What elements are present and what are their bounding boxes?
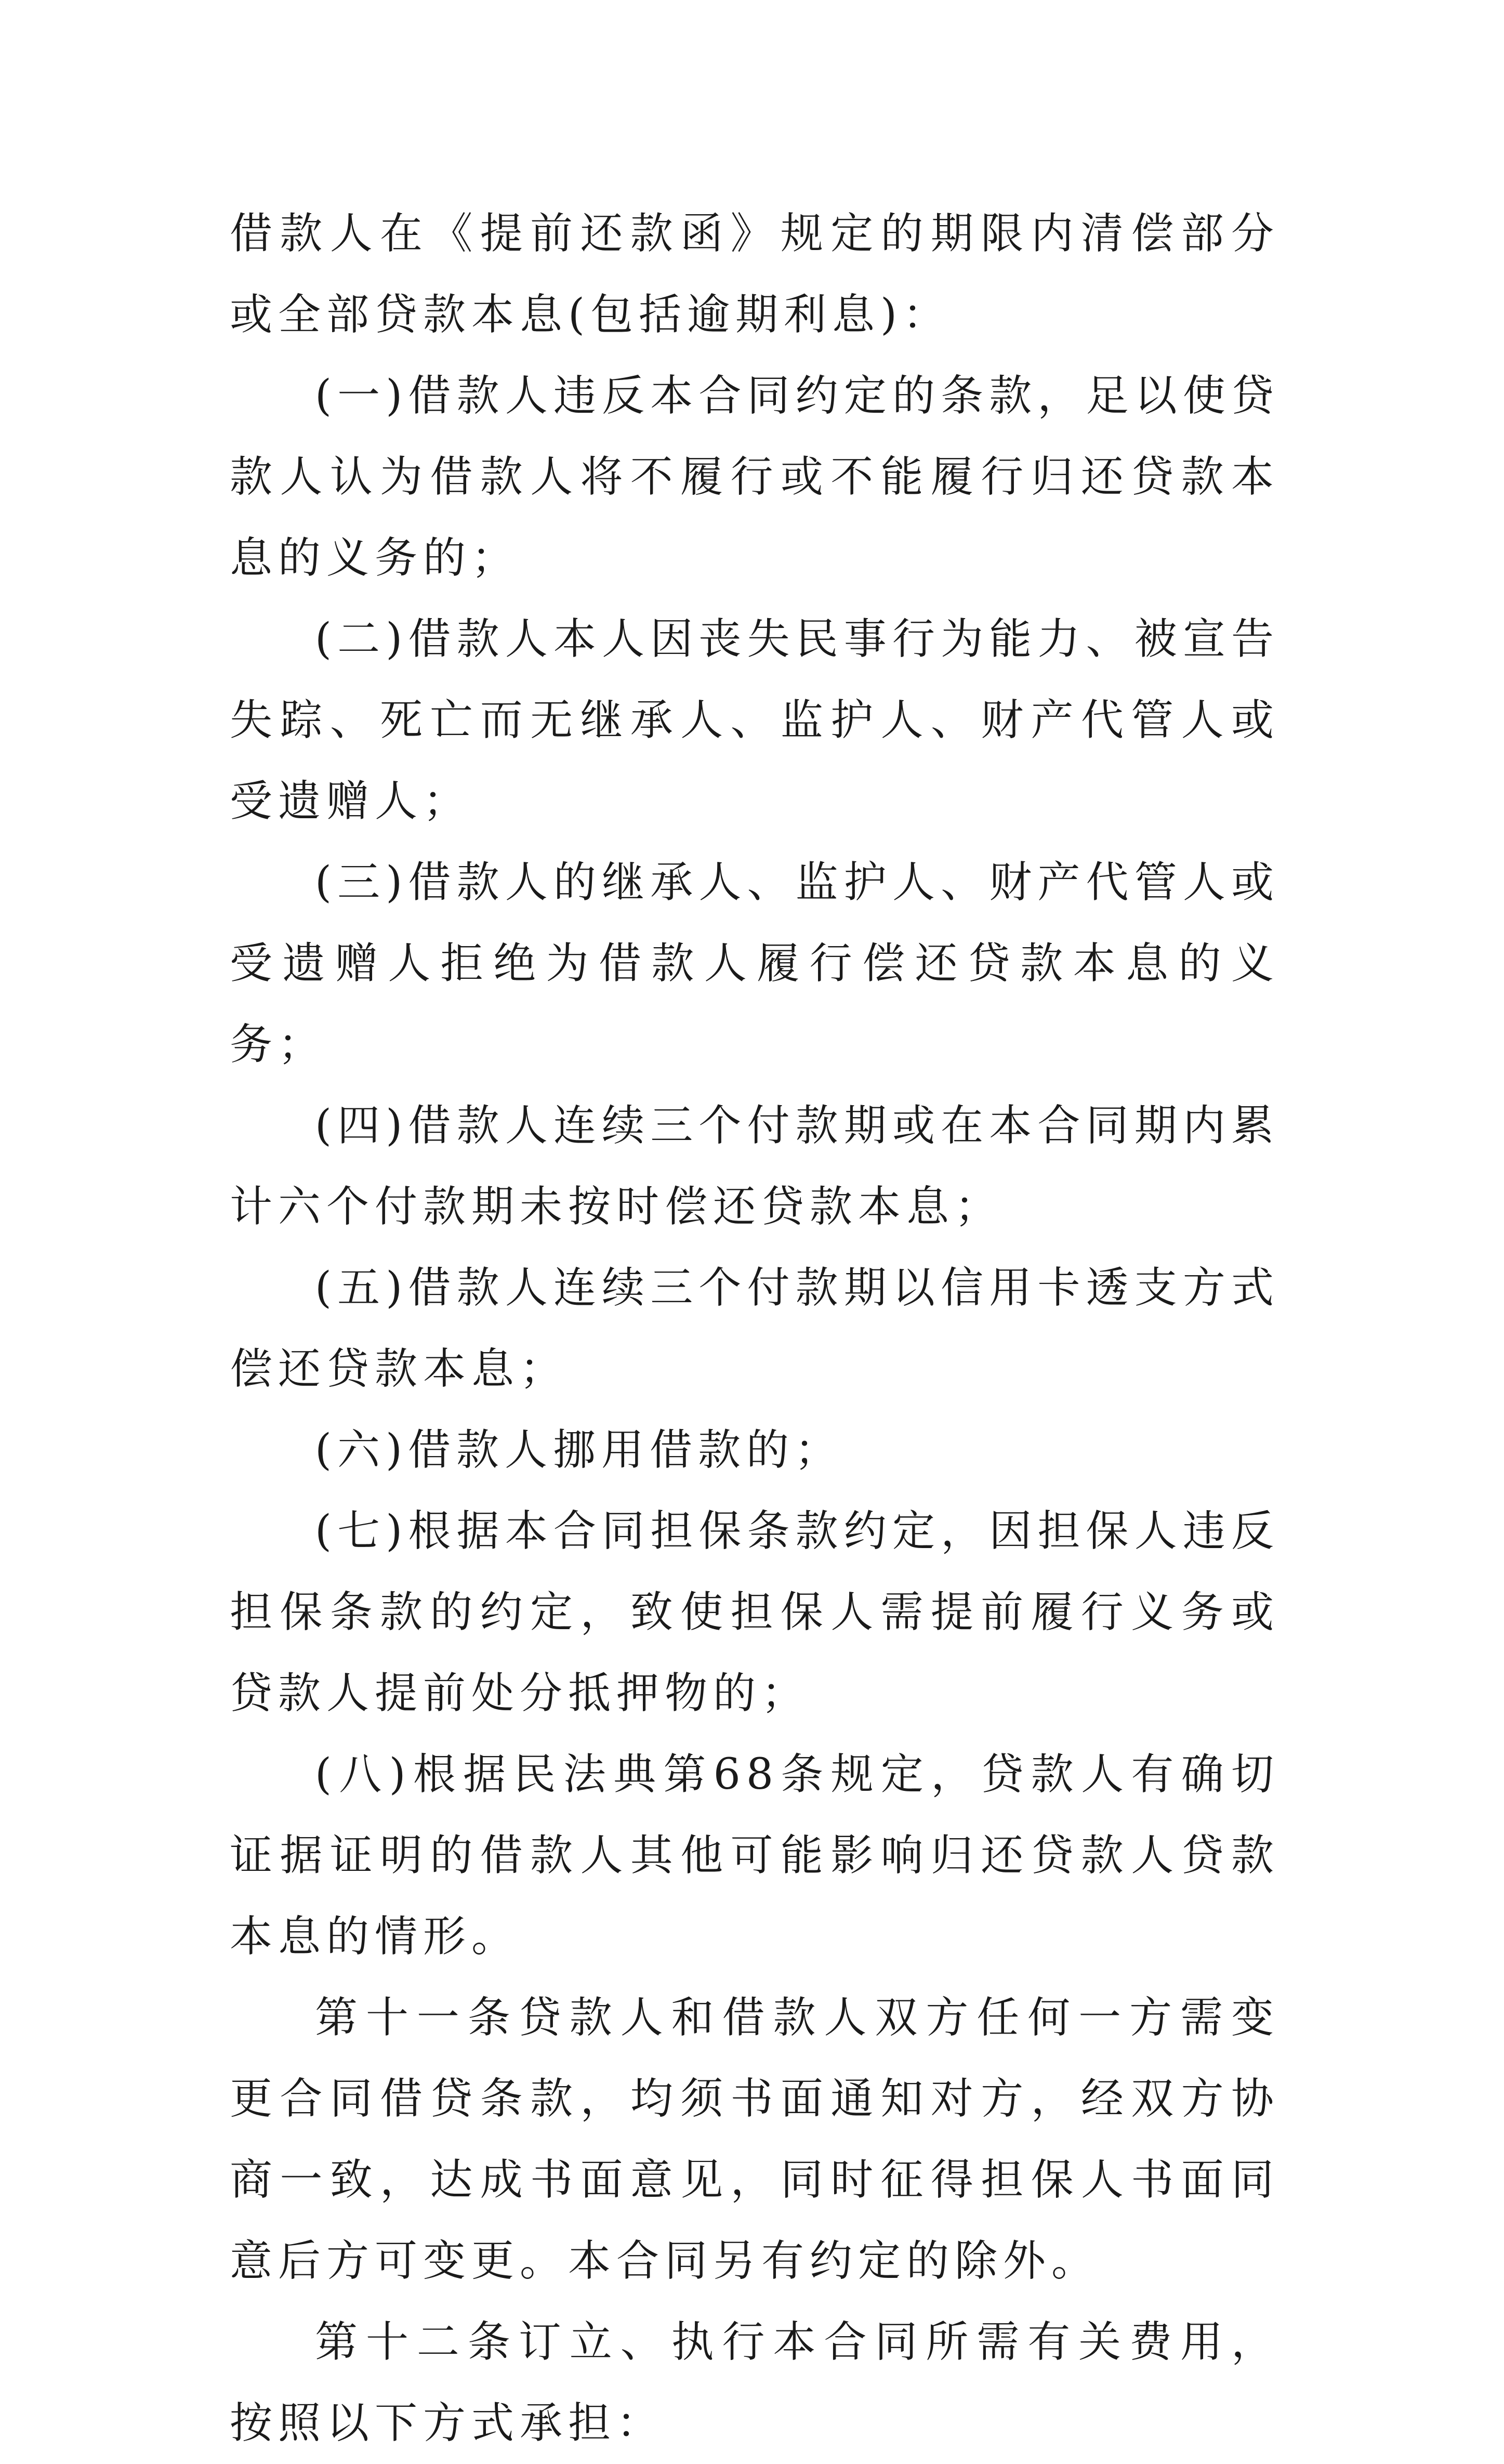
clause-item-3: (三)借款人的继承人、监护人、财产代管人或受遗赠人拒绝为借款人履行偿还贷款本息的义务； bbox=[230, 858, 1279, 1069]
clause-item-8: (八)根据民法典第68条规定，贷款人有确切证据证明的借款人其他可能影响归还贷款人贷款本息的情形。 bbox=[230, 1750, 1279, 1961]
paragraph-intro: 借款人在《提前还款函》规定的期限内清偿部分或全部贷款本息(包括逾期利息)： bbox=[230, 209, 1279, 339]
article-11: 第十一条贷款人和借款人双方任何一方需变更合同借贷条款，均须书面通知对方，经双方协商一致，达成书面意见，同时征得担保人书面同意后方可变更。本合同另有约定的除外。 bbox=[230, 1993, 1279, 2286]
document-body bbox=[230, 193, 1279, 2464]
clause-item-6: (六)借款人挪用借款的； bbox=[315, 1425, 843, 1475]
clause-item-7: (七)根据本合同担保条款约定，因担保人违反担保条款的约定，致使担保人需提前履行义务或贷款人提前处分抵押物的； bbox=[230, 1506, 1279, 1718]
clause-item-4: (四)借款人连续三个付款期或在本合同期内累计六个付款期未按时偿还贷款本息； bbox=[230, 1101, 1279, 1231]
clause-item-5: (五)借款人连续三个付款期以信用卡透支方式偿还贷款本息； bbox=[230, 1263, 1279, 1394]
clause-item-1: (一)借款人违反本合同约定的条款，足以使贷款人认为借款人将不履行或不能履行归还贷款本息的义务的； bbox=[230, 371, 1279, 583]
clause-item-2: (二)借款人本人因丧失民事行为能力、被宣告失踪、死亡而无继承人、监护人、财产代管人或受遗赠人； bbox=[230, 614, 1279, 826]
article-12: 第十二条订立、执行本合同所需有关费用，按照以下方式承担： bbox=[230, 2317, 1279, 2448]
